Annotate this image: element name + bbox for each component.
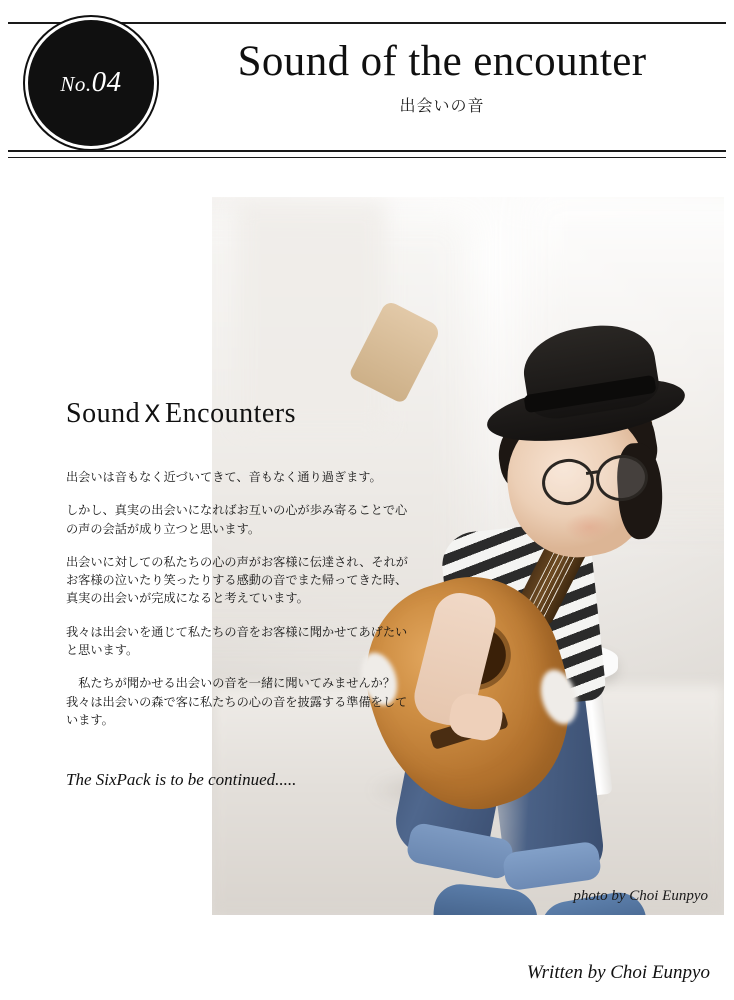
- issue-number-prefix: No.: [60, 71, 92, 96]
- article-paragraph: 我々は出会いを通じて私たちの音をお客様に聞かせてあげたいと思います。: [66, 624, 408, 658]
- article-paragraph: 出会いに対しての私たちの心の声がお客様に伝達され、それがお客様の泣いたり笑ったりする感動の音でまた帰ってきた時、真実の出会いが完成になると考えています。: [66, 554, 408, 606]
- article-paragraph: しかし、真実の出会いになればお互いの心が歩み寄ることで心の声の会話が成り立つと思います。: [66, 503, 408, 536]
- child-cheek: [554, 507, 624, 547]
- photo-credit: photo by Choi Eunpyo: [573, 888, 708, 904]
- header-rule-top: [8, 22, 726, 24]
- article-body: [66, 468, 414, 744]
- issue-number-badge: [28, 20, 154, 146]
- headline-right-word: Encounters: [165, 398, 296, 429]
- article-headline: [66, 398, 296, 430]
- article-paragraph: 出会いは音もなく近づいてきて、音もなく通り過ぎます。: [66, 470, 382, 484]
- article-closing-line: The SixPack is to be continued.....: [66, 770, 297, 789]
- issue-number-value: 04: [91, 65, 122, 98]
- author-credit: Written by Choi Eunpyo: [526, 962, 710, 983]
- article-paragraph: 私たちが聞かせる出会いの音を一緒に聞いてみませんか？我々は出会いの森で客に私たちの心の音を披露する準備をしています。: [66, 676, 408, 727]
- page-title: Sound of the encounter: [237, 38, 647, 85]
- headline-left-word: Sound: [66, 398, 141, 429]
- guitar-headstock: [348, 300, 442, 405]
- header-rule-bottom-thin: [8, 157, 726, 158]
- page-subtitle: 出会いの音: [399, 96, 485, 116]
- page-header: [0, 0, 734, 162]
- jeans-cuff-left: [405, 821, 515, 880]
- issue-number-label: [60, 65, 122, 98]
- title-block: [168, 38, 716, 116]
- headline-cross-symbol: X: [144, 400, 162, 428]
- header-rule-bottom-thick: [8, 150, 726, 152]
